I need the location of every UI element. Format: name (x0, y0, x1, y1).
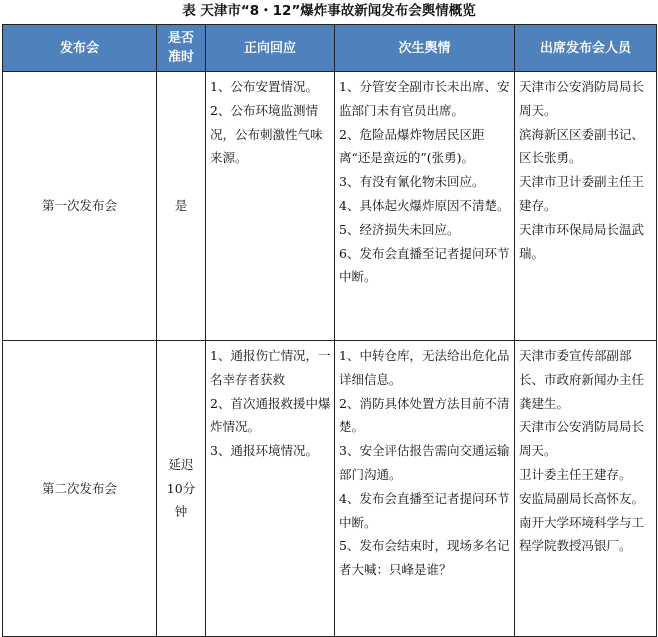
table-row (3, 341, 657, 637)
list-item: 2、首次通报救援中爆炸情况。 (210, 395, 331, 435)
list-item: 5、发布会结束时，现场多名记者大喊：只峰是谁？ (339, 538, 510, 578)
list-item: 卫计委主任王建存。 (519, 466, 632, 482)
list-item: 5、经济损失未回应。 (339, 221, 460, 237)
header-positive-response: 正向回应 (206, 25, 335, 72)
list-item: 南开大学环境科学与工程学院教授冯银厂。 (519, 514, 645, 554)
list-item: 3、通报环境情况。 (210, 443, 318, 459)
list-item: 1、分管安全副市长未出席、安监部门未有官员出席。 (339, 79, 510, 118)
conference-name: 第一次发布会 (3, 72, 157, 341)
header-conference: 发布会 (3, 25, 157, 72)
attendees-cell (515, 341, 657, 637)
conference-name: 第二次发布会 (3, 341, 157, 637)
on-time-value (157, 341, 206, 637)
list-item: 3、有没有氰化物未回应。 (339, 174, 485, 190)
list-item: 1、公布安置情况。 (210, 79, 318, 94)
list-item: 天津市公安消防局局长周天。 (519, 419, 645, 459)
list-item: 天津市公安消防局局长周天。 (519, 79, 645, 118)
list-item: 2、危险品爆炸物居民区距离“还是蛮远的”(张勇)。 (339, 126, 485, 166)
list-item: 3、安全评估报告需向交通运输部门沟通。 (339, 443, 510, 482)
list-item: 4、发布会直播至记者提问环节中断。 (339, 490, 510, 530)
list-item: 天津市环保局局长温武瑞。 (519, 221, 645, 261)
list-item: 1、通报伤亡情况，一名幸存者获救 (210, 348, 331, 387)
list-item: 6、发布会直播至记者提问环节中断。 (339, 245, 510, 285)
list-item: 天津市卫计委副主任王建存。 (519, 174, 645, 213)
list-item: 4、具体起火爆炸原因不清楚。 (339, 197, 510, 213)
attendees-cell (515, 72, 657, 341)
header-attendees: 出席发布会人员 (515, 25, 657, 72)
secondary-sentiment-cell (335, 72, 515, 341)
list-item: 安监局副局长高怀友。 (519, 490, 645, 506)
header-row (3, 25, 657, 72)
positive-response-cell (206, 72, 335, 341)
list-item: 2、公布环境监测情况，公布刺激性气味来源。 (210, 102, 323, 166)
list-item: 天津市委宣传部副部长、市政府新闻办主任龚建生。 (519, 348, 645, 411)
header-on-time-line2: 准时 (167, 50, 194, 65)
header-on-time (157, 25, 206, 72)
sentiment-overview-table (2, 24, 657, 637)
on-time-line2: 10分 (166, 480, 196, 496)
on-time-value: 是 (157, 72, 206, 341)
list-item: 2、消防具体处置方法目前不清楚。 (339, 395, 510, 435)
secondary-sentiment-cell (335, 341, 515, 637)
header-secondary-sentiment: 次生舆情 (335, 25, 515, 72)
on-time-line3: 钟 (174, 504, 188, 520)
header-on-time-line1: 是否 (167, 31, 194, 46)
on-time-line1: 延迟 (168, 456, 194, 472)
positive-response-cell (206, 341, 335, 637)
list-item: 滨海新区区委副书记、区长张勇。 (519, 126, 645, 166)
table-title: 表 天津市“8・12”爆炸事故新闻发布会舆情概览 (182, 3, 476, 19)
table-row (3, 72, 657, 341)
list-item: 1、中转仓库，无法给出危化品详细信息。 (339, 348, 510, 387)
